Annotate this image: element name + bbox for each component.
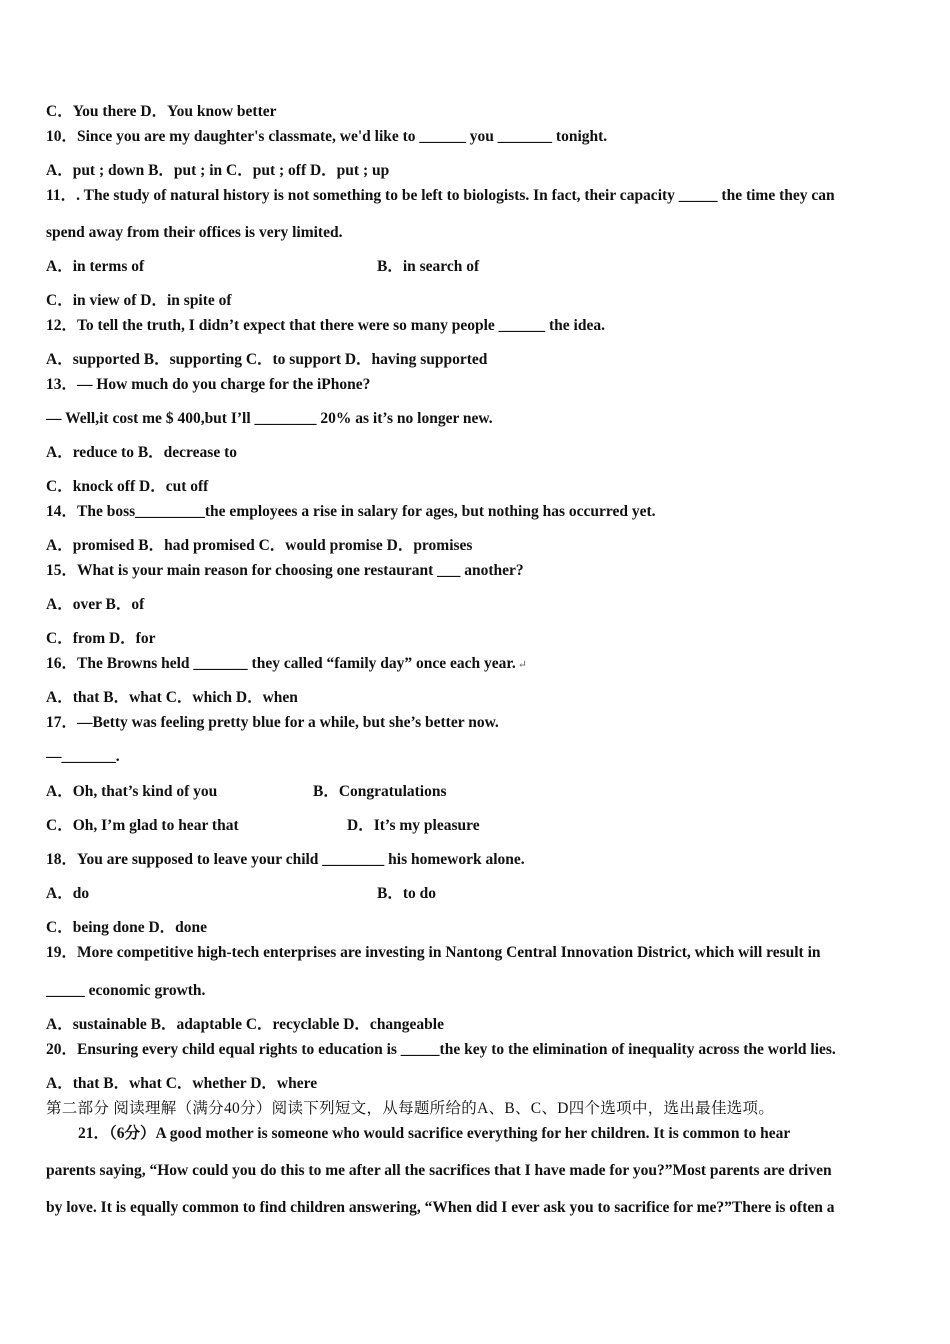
q16-stem: 16．The Browns held _______ they called “family day” once each year. ↵ [46, 654, 527, 675]
passage-line2: parents saying, “How could you do this to me after all the sacrifices that I have made for you?”Most parents are driven [46, 1162, 832, 1179]
passage-line3: by love. It is equally common to find children answering, “When did I ever ask you to sacrifice for me?”There is often a [46, 1199, 835, 1216]
q11-stem-line2: spend away from their offices is very limited. [46, 224, 343, 241]
q17-option-d: D．It’s my pleasure [347, 817, 480, 834]
q10-options: A．put ; down B．put ; in C．put ; off D．put ; up [46, 162, 390, 179]
q14-options: A．promised B．had promised C．would promise D．promises [46, 537, 473, 554]
q15-stem: 15．What is your main reason for choosing one restaurant ___ another? [46, 562, 524, 579]
q20-options: A．that B．what C．whether D．where [46, 1075, 318, 1092]
q17-option-a: A．Oh, that’s kind of you [46, 783, 218, 800]
q17-option-b: B．Congratulations [313, 783, 447, 800]
q17-option-c: C．Oh, I’m glad to hear that [46, 817, 239, 834]
q19-stem-line1: 19．More competitive high-tech enterprises are investing in Nantong Central Innovation District, which will result in [46, 944, 821, 961]
q19-stem-line2: _____ economic growth. [46, 982, 206, 999]
q16-options: A．that B．what C．which D．when [46, 689, 298, 706]
q9-options-cd: C．You there D．You know better [46, 103, 277, 120]
q19-options: A．sustainable B．adaptable C．recyclable D．changeable [46, 1016, 444, 1033]
q11-options-cd: C．in view of D．in spite of [46, 292, 232, 309]
q20-stem: 20．Ensuring every child equal rights to education is _____the key to the elimination of inequality across the world lies. [46, 1041, 836, 1058]
q18-option-b: B．to do [377, 885, 436, 902]
q18-option-a: A．do [46, 885, 90, 902]
q12-stem: 12．To tell the truth, I didn’t expect that there were so many people ______ the idea. [46, 317, 605, 334]
q10-stem: 10．Since you are my daughter's classmate, we'd like to ______ you _______ tonight. [46, 128, 608, 145]
q11-stem-line1: 11．. The study of natural history is not something to be left to biologists. In fact, their capacity _____ the time they can [46, 187, 835, 204]
q13-stem-line1: 13．— How much do you charge for the iPhone? [46, 376, 371, 393]
q13-stem-line2: — Well,it cost me $ 400,but I’ll ________ 20% as it’s no longer new. [46, 410, 493, 427]
q15-options-cd: C．from D．for [46, 630, 156, 647]
q12-options: A．supported B．supporting C．to support D．having supported [46, 351, 488, 368]
q18-options-cd: C．being done D．done [46, 919, 208, 936]
q18-stem: 18．You are supposed to leave your child ________ his homework alone. [46, 851, 525, 868]
q11-option-a: A．in terms of [46, 258, 145, 275]
q14-stem: 14．The boss_________the employees a rise in salary for ages, but nothing has occurred yet. [46, 503, 656, 520]
q17-stem-line2: —_______. [46, 748, 120, 765]
paragraph-mark-icon: ↵ [517, 659, 527, 671]
q13-options-ab: A．reduce to B．decrease to [46, 444, 237, 461]
q11-option-b: B．in search of [377, 258, 480, 275]
q15-options-ab: A．over B．of [46, 596, 145, 613]
q13-options-cd: C．knock off D．cut off [46, 478, 209, 495]
q17-stem-line1: 17．—Betty was feeling pretty blue for a while, but she’s better now. [46, 714, 499, 731]
passage-line1: 21．（6分）A good mother is someone who would sacrifice everything for her children. It is common to hear [78, 1125, 791, 1142]
section-heading: 第二部分 阅读理解（满分40分）阅读下列短文，从每题所给的A、B、C、D四个选项中，选出最佳选项。 [46, 1100, 775, 1117]
